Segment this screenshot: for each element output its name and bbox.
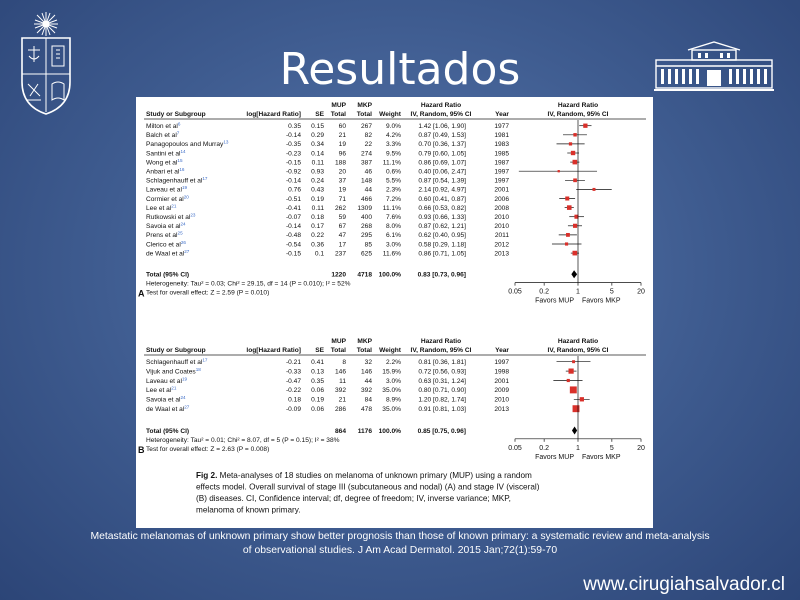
panel-a-total-ci: 0.83 [0.73, 0.96] bbox=[417, 271, 466, 279]
panel-b-study-weight: 35.0% bbox=[382, 387, 401, 395]
panel-a-x-tick-label: 0.05 bbox=[508, 288, 522, 296]
panel-a-study-name: Laveau et $al^{19}$ bbox=[146, 185, 188, 194]
panel-a-total-label: Total (95% CI) bbox=[146, 271, 190, 279]
panel-b-x-tick-label: 0.05 bbox=[508, 444, 522, 452]
panel-b-study-year: 2010 bbox=[494, 396, 509, 404]
panel-a-study-name: Lee et $al^{21}$ bbox=[146, 203, 177, 212]
panel-a-study-mkp: 268 bbox=[360, 223, 372, 231]
panel-a-study-mkp: 466 bbox=[360, 195, 372, 203]
panel-a-study-mup: 60 bbox=[338, 123, 346, 130]
panel-a-study-loghr: -0.41 bbox=[285, 204, 301, 212]
panel-b-study-year: 2013 bbox=[494, 406, 509, 413]
panel-a-study-year: 1987 bbox=[494, 159, 509, 167]
panel-a-study-year: 2001 bbox=[494, 186, 509, 194]
panel-a-study-ci: 0.40 [0.06, 2.47] bbox=[418, 168, 466, 176]
panel-b-study-name: Laveau et $al^{19}$ bbox=[146, 376, 188, 385]
panel-b-col-year: Year bbox=[495, 347, 509, 354]
panel-a-study-name: Panagopoulos and Murray$^{13}$ bbox=[146, 139, 229, 149]
panel-a-point-estimate bbox=[573, 224, 577, 228]
panel-b-study-mkp: 478 bbox=[360, 406, 372, 413]
panel-a-study-mup: 21 bbox=[338, 132, 346, 140]
panel-a-study-mkp: 22 bbox=[364, 141, 372, 149]
panel-a-total-weight: 100.0% bbox=[378, 271, 401, 279]
panel-a-x-tick-label: 5 bbox=[609, 288, 614, 296]
panel-a-study-mkp: 148 bbox=[360, 177, 372, 185]
panel-b-study-name: Schlagenhauff et $al^{17}$ bbox=[146, 357, 208, 366]
panel-b-study-name: de Waal et $al^{27}$ bbox=[146, 404, 190, 413]
panel-a-point-estimate bbox=[567, 205, 572, 210]
panel-a-study-se: 0.43 bbox=[311, 186, 324, 194]
panel-b-point-estimate bbox=[568, 369, 573, 374]
panel-b-col-ci: IV, Random, 95% CI bbox=[410, 347, 472, 354]
panel-a-point-estimate bbox=[565, 242, 568, 245]
panel-a-study-se: 0.1 bbox=[314, 250, 324, 258]
panel-a-total-mup: 1220 bbox=[331, 271, 346, 279]
panel-a-study-mup: 37 bbox=[338, 177, 346, 185]
panel-a-point-estimate bbox=[571, 151, 575, 155]
panel-a-study-se: 0.11 bbox=[311, 204, 324, 212]
panel-a-study-year: 1985 bbox=[494, 150, 509, 158]
citation bbox=[60, 530, 740, 558]
panel-a-study-year: 1981 bbox=[494, 132, 509, 140]
panel-a-study-mkp: 274 bbox=[360, 150, 372, 158]
panel-a-study-se: 0.36 bbox=[311, 241, 324, 249]
panel-a-study-mkp: 387 bbox=[360, 159, 372, 167]
panel-a-study-name: Savoia et $al^{24}$ bbox=[146, 221, 186, 231]
panel-b-x-tick-label: 1 bbox=[576, 444, 580, 452]
panel-a-study-weight: 11.1% bbox=[382, 159, 401, 167]
panel-a-study-weight: 6.1% bbox=[385, 232, 401, 240]
panel-a-study-ci: 0.93 [0.66, 1.33] bbox=[418, 214, 466, 221]
panel-a-study-ci: 0.86 [0.69, 1.07] bbox=[418, 159, 466, 167]
panel-a-mkp-header: MKP bbox=[357, 102, 372, 109]
panel-a-study-se: 0.22 bbox=[311, 232, 324, 240]
panel-b-study-weight: 3.0% bbox=[385, 377, 401, 385]
panel-a-study-year: 2012 bbox=[494, 241, 509, 249]
panel-a-x-tick-label: 20 bbox=[637, 288, 645, 296]
panel-b-study-se: 0.13 bbox=[311, 368, 324, 376]
panel-a-study-name: Prens et $al^{25}$ bbox=[146, 230, 183, 240]
panel-a-col-loghr: log[Hazard Ratio] bbox=[246, 111, 301, 118]
website-url: www.cirugiahsalvador.cl bbox=[583, 574, 785, 595]
panel-a-heterogeneity: Heterogeneity: Tau² = 0.03; Chi² = 29.15, df = 14 (P = 0.010); I² = 52% bbox=[146, 280, 351, 288]
panel-b-study-name: Vijuk and Coates$^{18}$ bbox=[146, 366, 201, 376]
panel-a-point-estimate bbox=[573, 133, 576, 136]
panel-b-label: B bbox=[138, 444, 145, 455]
panel-a-study-loghr: -0.51 bbox=[285, 195, 301, 203]
panel-b-point-estimate bbox=[572, 360, 575, 363]
panel-b-heterogeneity: Heterogeneity: Tau² = 0.01; Chi² = 8.07, df = 5 (P = 0.15); I² = 38% bbox=[146, 436, 340, 444]
panel-a-study-ci: 0.58 [0.29, 1.18] bbox=[418, 241, 466, 249]
panel-a-study-loghr: -0.14 bbox=[285, 177, 301, 185]
panel-a-study-weight: 5.5% bbox=[385, 177, 401, 185]
panel-a-study-se: 0.11 bbox=[311, 159, 324, 167]
panel-a-study-weight: 8.0% bbox=[385, 223, 401, 231]
panel-b-study-year: 1998 bbox=[494, 368, 509, 376]
panel-b-col-se: SE bbox=[315, 347, 324, 354]
panel-b-study-year: 2001 bbox=[494, 377, 509, 385]
panel-a-study-mup: 67 bbox=[338, 223, 346, 231]
panel-a-study-weight: 7.2% bbox=[385, 195, 401, 203]
panel-a-study-se: 0.14 bbox=[311, 150, 324, 158]
panel-a-study-mkp: 400 bbox=[360, 214, 372, 221]
panel-a-study-name: Balch et $al^7$ bbox=[146, 130, 180, 140]
panel-b-col-study: Study or Subgroup bbox=[146, 347, 206, 354]
panel-a-study-loghr: -0.14 bbox=[285, 132, 301, 140]
panel-b-col-plot: IV, Random, 95% CI bbox=[547, 347, 609, 354]
panel-a-study-loghr: -0.07 bbox=[285, 214, 301, 221]
panel-a-study-ci: 2.14 [0.92, 4.97] bbox=[418, 186, 466, 194]
panel-a-point-estimate bbox=[583, 124, 587, 128]
panel-a-col-year: Year bbox=[495, 111, 509, 118]
panel-b-total-mup: 864 bbox=[334, 427, 346, 435]
panel-b-col-weight: Weight bbox=[379, 347, 401, 354]
panel-a-study-year: 1997 bbox=[494, 168, 509, 176]
panel-a-study-name: de Waal et $al^{27}$ bbox=[146, 248, 190, 258]
panel-a-x-tick-label: 0.2 bbox=[539, 288, 550, 296]
panel-a-point-estimate bbox=[569, 142, 572, 145]
panel-a-study-year: 2013 bbox=[494, 250, 509, 258]
panel-a-study-se: 0.15 bbox=[311, 123, 324, 130]
panel-a-study-weight: 0.6% bbox=[385, 168, 401, 176]
panel-a-total-mkp: 4718 bbox=[357, 271, 372, 279]
panel-b-study-weight: 8.9% bbox=[385, 396, 401, 404]
panel-a-study-se: 0.34 bbox=[311, 141, 324, 149]
panel-b-study-weight: 35.0% bbox=[382, 406, 401, 413]
panel-a-col-plot: IV, Random, 95% CI bbox=[547, 111, 609, 118]
panel-b-study-weight: 15.9% bbox=[382, 368, 401, 376]
panel-b-x-tick-label: 5 bbox=[609, 444, 614, 452]
panel-a-label: A bbox=[138, 288, 145, 299]
panel-a-hr-plot-header: Hazard Ratio bbox=[557, 102, 599, 109]
panel-b-col-loghr: log[Hazard Ratio] bbox=[246, 347, 301, 354]
panel-a-study-name: Milton et $al^6$ bbox=[146, 121, 181, 130]
figure-caption-line: effects model. Overall survival of stage III (subcutaneous and nodal) (A) and stage IV (visceral) bbox=[196, 482, 540, 492]
panel-a-study-loghr: -0.15 bbox=[285, 250, 301, 258]
panel-a-study-name: Rutkowski et $al^{23}$ bbox=[146, 212, 196, 221]
panel-b-study-mkp: 392 bbox=[360, 387, 372, 395]
panel-b-study-name: Lee et $al^{21}$ bbox=[146, 385, 177, 395]
panel-a-study-name: Santini et $al^{14}$ bbox=[146, 148, 186, 158]
panel-a-study-loghr: -0.92 bbox=[285, 168, 301, 176]
panel-b-study-loghr: 0.18 bbox=[288, 396, 301, 404]
panel-a-overall-effect: Test for overall effect: Z = 2.59 (P = 0.010) bbox=[146, 289, 270, 297]
citation-line-2: of observational studies. J Am Acad Dermatol. 2015 Jan;72(1):59-70 bbox=[242, 545, 558, 556]
panel-a-col-weight: Weight bbox=[379, 111, 401, 118]
figure-caption-line: (B) diseases. CI, Confidence interval; df, degree of freedom; IV, inverse variance; MKP, bbox=[196, 494, 511, 503]
panel-a-study-weight: 7.6% bbox=[385, 214, 401, 221]
panel-a-study-weight: 11.6% bbox=[382, 250, 401, 258]
panel-b-study-mup: 21 bbox=[338, 396, 346, 404]
slide-title: Resultados bbox=[279, 44, 521, 95]
panel-a-study-loghr: -0.15 bbox=[285, 159, 301, 167]
panel-a-study-mup: 71 bbox=[338, 195, 346, 203]
panel-b-favors-mup: Favors MUP bbox=[535, 453, 574, 461]
panel-b-study-se: 0.19 bbox=[311, 396, 324, 404]
panel-a-study-mup: 188 bbox=[334, 159, 346, 167]
panel-b-study-year: 2009 bbox=[494, 387, 509, 395]
panel-a-point-estimate bbox=[558, 170, 560, 172]
panel-b-study-mkp: 84 bbox=[364, 396, 372, 404]
panel-b-study-ci: 0.91 [0.81, 1.03] bbox=[418, 406, 466, 413]
panel-a-study-se: 0.93 bbox=[311, 168, 324, 176]
panel-b-study-ci: 0.72 [0.56, 0.93] bbox=[418, 368, 466, 376]
panel-a-study-loghr: -0.35 bbox=[285, 141, 301, 149]
panel-b-study-ci: 0.80 [0.71, 0.90] bbox=[418, 387, 466, 395]
panel-b-total-weight: 100.0% bbox=[378, 427, 401, 435]
panel-a-col-mkp-total: Total bbox=[356, 111, 372, 118]
panel-b-study-year: 1997 bbox=[494, 359, 509, 366]
panel-a-point-estimate bbox=[593, 188, 596, 191]
panel-a-study-loghr: 0.35 bbox=[288, 123, 301, 130]
panel-a-study-weight: 4.2% bbox=[385, 132, 401, 140]
panel-a-study-mup: 59 bbox=[338, 214, 346, 221]
panel-a-study-year: 2010 bbox=[494, 214, 509, 221]
panel-a-study-mkp: 82 bbox=[364, 132, 372, 140]
panel-a-study-name: Anbari et $al^{16}$ bbox=[146, 167, 185, 176]
panel-a-study-se: 0.29 bbox=[311, 132, 324, 140]
panel-b-favors-mkp: Favors MKP bbox=[582, 453, 621, 461]
panel-b-study-ci: 1.20 [0.82, 1.74] bbox=[418, 396, 466, 404]
panel-b-study-mkp: 44 bbox=[364, 377, 372, 385]
panel-a-mup-header: MUP bbox=[331, 102, 346, 109]
panel-a-study-mkp: 85 bbox=[364, 241, 372, 249]
panel-a-study-loghr: 0.76 bbox=[288, 186, 301, 194]
panel-b-hr-plot-header: Hazard Ratio bbox=[557, 338, 599, 345]
panel-a-favors-mup: Favors MUP bbox=[535, 297, 574, 305]
panel-b-study-mup: 8 bbox=[342, 359, 346, 366]
panel-a-col-study: Study or Subgroup bbox=[146, 111, 206, 118]
panel-a-study-loghr: -0.48 bbox=[285, 232, 301, 240]
panel-a-study-mkp: 46 bbox=[364, 168, 372, 176]
panel-b-total-ci: 0.85 [0.75, 0.96] bbox=[417, 427, 466, 435]
panel-a-study-ci: 0.87 [0.54, 1.39] bbox=[418, 177, 466, 185]
panel-a-study-mkp: 267 bbox=[360, 123, 372, 130]
panel-a-study-ci: 0.62 [0.40, 0.95] bbox=[418, 232, 466, 240]
panel-a-study-weight: 3.0% bbox=[385, 241, 401, 249]
panel-a-x-tick-label: 1 bbox=[576, 288, 580, 296]
panel-a-study-year: 1977 bbox=[494, 123, 509, 130]
panel-a-study-loghr: -0.54 bbox=[285, 241, 301, 249]
panel-b-study-se: 0.41 bbox=[311, 359, 324, 366]
panel-b-study-loghr: -0.47 bbox=[285, 377, 301, 385]
panel-a-study-year: 1997 bbox=[494, 177, 509, 185]
panel-a-study-ci: 0.70 [0.36, 1.37] bbox=[418, 141, 466, 149]
panel-a-study-mup: 262 bbox=[334, 204, 346, 212]
panel-b-mkp-header: MKP bbox=[357, 338, 372, 345]
panel-b-total-mkp: 1176 bbox=[357, 427, 372, 435]
panel-a-study-ci: 0.79 [0.60, 1.05] bbox=[418, 150, 466, 158]
panel-b-x-tick-label: 20 bbox=[637, 444, 645, 452]
panel-b-study-mkp: 146 bbox=[360, 368, 372, 376]
panel-a-study-mup: 17 bbox=[338, 241, 346, 249]
panel-b-study-se: 0.06 bbox=[311, 406, 324, 413]
panel-b-study-ci: 0.81 [0.36, 1.81] bbox=[418, 359, 466, 366]
panel-a-hr-header: Hazard Ratio bbox=[420, 102, 462, 109]
panel-b-study-se: 0.06 bbox=[311, 387, 324, 395]
panel-a-point-estimate bbox=[565, 196, 569, 200]
panel-a-point-estimate bbox=[566, 233, 570, 237]
panel-a-point-estimate bbox=[573, 178, 577, 182]
panel-a-study-mup: 96 bbox=[338, 150, 346, 158]
panel-b-study-loghr: -0.33 bbox=[285, 368, 301, 376]
panel-a-favors-mkp: Favors MKP bbox=[582, 297, 621, 305]
panel-a-col-se: SE bbox=[315, 111, 324, 118]
panel-a-study-year: 2006 bbox=[494, 195, 509, 203]
panel-b-study-weight: 2.2% bbox=[385, 359, 401, 366]
panel-a-study-ci: 0.66 [0.53, 0.82] bbox=[418, 204, 466, 212]
panel-b-study-mup: 392 bbox=[334, 387, 346, 395]
panel-a-study-se: 0.24 bbox=[311, 177, 324, 185]
panel-b-col-mkp-total: Total bbox=[356, 347, 372, 354]
figure-caption-line: melanoma of known primary. bbox=[196, 505, 301, 515]
panel-b-point-estimate bbox=[573, 405, 580, 412]
panel-a-study-ci: 1.42 [1.06, 1.90] bbox=[418, 123, 466, 130]
panel-b-study-mup: 146 bbox=[334, 368, 346, 376]
panel-a-study-se: 0.18 bbox=[311, 214, 324, 221]
panel-b-study-loghr: -0.22 bbox=[285, 387, 301, 395]
panel-a-point-estimate bbox=[573, 160, 578, 165]
panel-a-study-mkp: 1309 bbox=[357, 204, 372, 212]
panel-a-study-weight: 9.5% bbox=[385, 150, 401, 158]
panel-a-study-weight: 2.3% bbox=[385, 186, 401, 194]
forest-plot-figure bbox=[136, 97, 653, 528]
panel-a-study-mup: 237 bbox=[334, 250, 346, 258]
panel-b-overall-effect: Test for overall effect: Z = 2.63 (P = 0.008) bbox=[146, 445, 270, 453]
panel-b-col-mup-total: Total bbox=[330, 347, 346, 354]
panel-b-total-label: Total (95% CI) bbox=[146, 427, 190, 435]
panel-a-study-name: Cormier et $al^{20}$ bbox=[146, 194, 189, 203]
panel-b-study-mup: 11 bbox=[339, 377, 346, 385]
panel-b-point-estimate bbox=[567, 379, 570, 382]
panel-b-study-se: 0.35 bbox=[311, 377, 324, 385]
panel-b-x-tick-label: 0.2 bbox=[539, 444, 550, 452]
figure-caption-line: Fig 2. Meta-analyses of 18 studies on melanoma of unknown primary (MUP) using a random bbox=[196, 471, 532, 480]
panel-b-study-mup: 286 bbox=[334, 406, 346, 413]
panel-a-study-se: 0.19 bbox=[311, 195, 324, 203]
panel-a-study-weight: 3.3% bbox=[385, 141, 401, 149]
panel-a-study-mup: 19 bbox=[338, 186, 346, 194]
panel-a-study-ci: 0.87 [0.49, 1.53] bbox=[418, 132, 466, 140]
panel-a-study-name: Clerico et $al^{26}$ bbox=[146, 239, 186, 249]
panel-a-study-name: Wong et $al^{15}$ bbox=[146, 157, 183, 167]
panel-a-study-year: 2010 bbox=[494, 223, 509, 231]
panel-a-study-mkp: 44 bbox=[364, 186, 372, 194]
panel-b-point-estimate bbox=[580, 397, 584, 401]
citation-line-1: Metastatic melanomas of unknown primary show better prognosis than those of known primary: a systematic review and meta-analysis bbox=[90, 531, 710, 542]
panel-a-study-year: 1983 bbox=[494, 141, 509, 149]
panel-a-study-ci: 0.86 [0.71, 1.05] bbox=[418, 250, 466, 258]
panel-a-study-loghr: -0.23 bbox=[285, 150, 301, 158]
panel-b-total-diamond bbox=[572, 427, 577, 435]
panel-a-study-loghr: -0.14 bbox=[285, 223, 301, 231]
panel-a-study-ci: 0.60 [0.41, 0.87] bbox=[418, 195, 466, 203]
panel-a-point-estimate bbox=[572, 251, 577, 256]
panel-a-study-mup: 20 bbox=[338, 168, 346, 176]
panel-b-study-name: Savoia et $al^{24}$ bbox=[146, 395, 186, 404]
panel-a-study-mup: 47 bbox=[338, 232, 346, 240]
panel-b-study-ci: 0.63 [0.31, 1.24] bbox=[418, 377, 466, 385]
panel-a-study-mkp: 295 bbox=[360, 232, 372, 240]
forest-plot-svg bbox=[136, 97, 653, 528]
panel-a-study-year: 2008 bbox=[494, 204, 509, 212]
panel-a-col-ci: IV, Random, 95% CI bbox=[410, 111, 472, 118]
panel-a-study-year: 2011 bbox=[494, 232, 509, 240]
panel-b-point-estimate bbox=[570, 386, 577, 393]
panel-b-mup-header: MUP bbox=[331, 338, 346, 345]
panel-a-study-weight: 9.0% bbox=[385, 123, 401, 130]
panel-a-study-name: Schlagenhauff et $al^{17}$ bbox=[146, 176, 208, 185]
panel-b-study-loghr: -0.21 bbox=[285, 359, 301, 366]
panel-b-study-loghr: -0.09 bbox=[285, 406, 301, 413]
panel-a-study-se: 0.17 bbox=[311, 223, 324, 231]
panel-a-col-mup-total: Total bbox=[330, 111, 346, 118]
panel-a-study-weight: 11.1% bbox=[382, 204, 401, 212]
panel-a-study-mkp: 625 bbox=[360, 250, 372, 258]
panel-b-study-mkp: 32 bbox=[364, 359, 372, 366]
panel-a-total-diamond bbox=[571, 270, 577, 278]
panel-a-study-mup: 19 bbox=[338, 141, 346, 149]
panel-a-study-ci: 0.87 [0.62, 1.21] bbox=[418, 223, 466, 231]
panel-b-hr-header: Hazard Ratio bbox=[420, 338, 462, 345]
